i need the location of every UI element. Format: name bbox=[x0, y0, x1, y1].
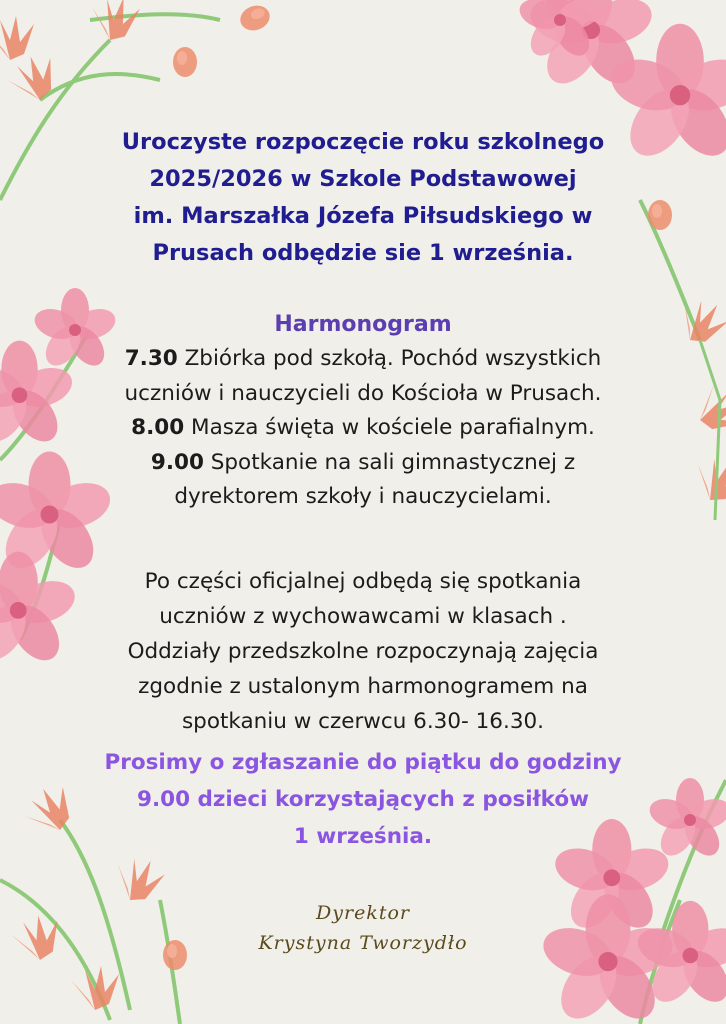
schedule-heading: Harmonogram bbox=[274, 312, 452, 337]
schedule-text-continued: uczniów i nauczycieli do Kościoła w Prusach. bbox=[124, 380, 602, 406]
info-line: Oddziały przedszkolne rozpoczynają zajęcia bbox=[127, 639, 599, 664]
title-line: Uroczyste rozpoczęcie roku szkolnego bbox=[121, 129, 605, 155]
info-line: Po części oficjalnej odbędą się spotkania bbox=[144, 569, 582, 594]
info-line: spotkaniu w czerwcu 6.30- 16.30. bbox=[181, 709, 545, 734]
schedule-time: 9.00 bbox=[150, 449, 204, 475]
title-line: im. Marszałka Józefa Piłsudskiego w bbox=[133, 203, 593, 229]
schedule-time: 7.30 bbox=[124, 346, 178, 371]
schedule-list bbox=[60, 342, 666, 515]
schedule-time: 8.00 bbox=[131, 415, 185, 440]
schedule-item bbox=[60, 411, 666, 446]
info-line: uczniów z wychowawcami w klasach . bbox=[159, 604, 567, 629]
title-line: Prusach odbędzie sie 1 września. bbox=[152, 240, 574, 266]
signature-role: Dyrektor bbox=[316, 902, 410, 924]
schedule-text: Masza święta w kościele parafialnym. bbox=[191, 415, 595, 440]
announcement-title bbox=[60, 124, 666, 272]
meal-notice bbox=[60, 744, 666, 855]
title-line: 2025/2026 w Szkole Podstawowej bbox=[149, 166, 577, 192]
notice-line: 1 września. bbox=[293, 824, 433, 849]
signature bbox=[60, 898, 666, 958]
info-line: zgodnie z ustalonym harmonogramem na bbox=[138, 674, 588, 699]
schedule-text: Zbiórka pod szkołą. Pochód wszystkich bbox=[184, 346, 602, 371]
schedule-text-continued: dyrektorem szkoły i nauczycielami. bbox=[174, 484, 552, 509]
notice-line: 9.00 dzieci korzystających z posiłków bbox=[136, 787, 590, 812]
notice-line: Prosimy o zgłaszanie do piątku do godziny bbox=[104, 750, 622, 775]
info-paragraph bbox=[60, 564, 666, 739]
schedule-text: Spotkanie na sali gimnastycznej z bbox=[210, 449, 576, 475]
schedule-item bbox=[60, 446, 666, 481]
schedule-item bbox=[60, 342, 666, 377]
signature-name: Krystyna Tworzydło bbox=[258, 932, 468, 954]
